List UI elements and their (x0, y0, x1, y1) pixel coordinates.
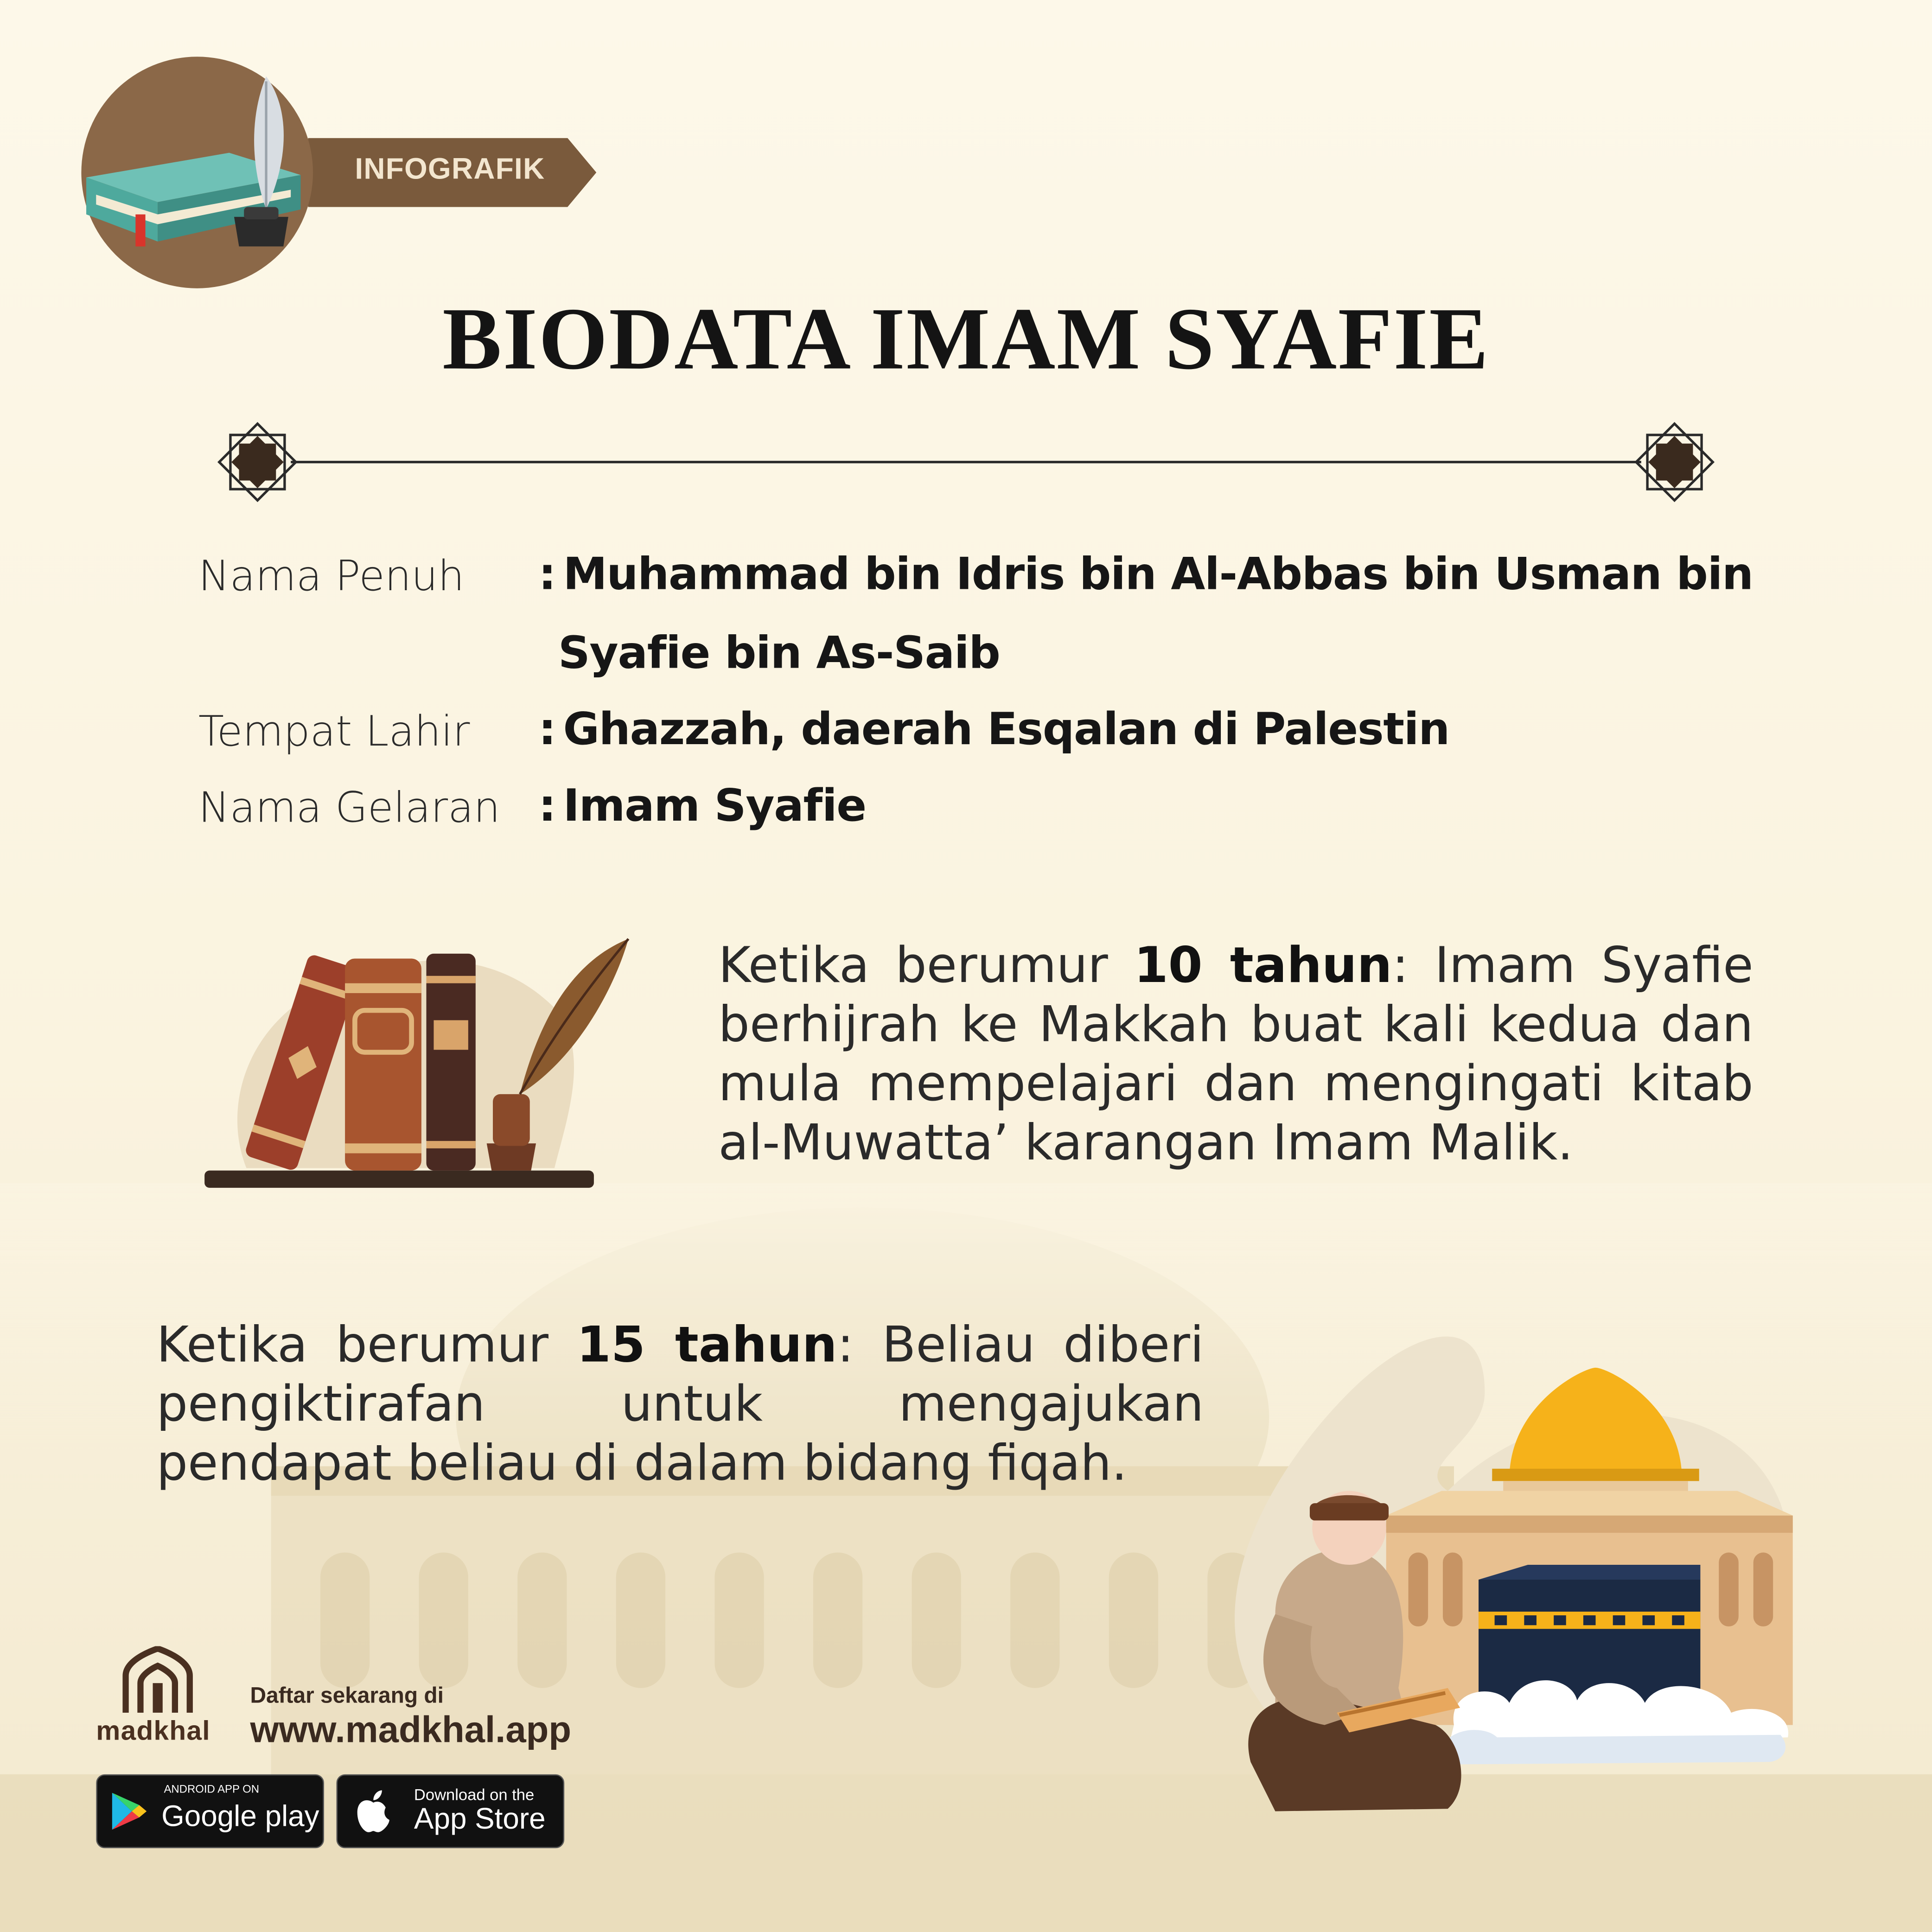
badge-label: INFOGRAFIK (355, 153, 545, 186)
eight-point-star-icon (1636, 424, 1713, 500)
section-10-tahun (718, 937, 1753, 1173)
madkhal-logo-icon (108, 1646, 207, 1715)
book-quill-icon (81, 57, 313, 288)
section2-text: : Beliau diberi pengiktirafan untuk mengajukan pendapat beliau di dalam bidang fiqah. (156, 1317, 1204, 1492)
section1-prefix: Ketika berumur (718, 937, 1134, 995)
value-nama-penuh-line2: Syafie bin As-Saib (558, 628, 1000, 679)
value-nama-penuh-line1: Muhammad bin Idris bin Al-Abbas bin Usman bin (563, 549, 1753, 600)
section1-text: : Imam Syafie berhijrah ke Makkah buat kali kedua dan mula mempelajari dan mengingati kitab al-Muwatta’ karangan Imam Malik. (718, 937, 1753, 1172)
sep-tempat-lahir: : (538, 705, 556, 756)
madkhal-logo-text: madkhal (96, 1715, 210, 1746)
label-nama-gelaran: Nama Gelaran (198, 784, 500, 833)
google-play-small: ANDROID APP ON (164, 1783, 260, 1796)
signup-label: Daftar sekarang di (250, 1683, 444, 1708)
scholar-mosque-icon (1201, 1319, 1817, 1836)
google-play-button[interactable] (96, 1774, 324, 1848)
section-15-tahun (157, 1316, 1204, 1493)
label-tempat-lahir: Tempat Lahir (198, 707, 470, 757)
app-store-button[interactable] (337, 1774, 565, 1848)
section2-age: 15 tahun (576, 1317, 837, 1374)
page-title: BIODATA IMAM SYAFIE (442, 289, 1490, 389)
value-nama-gelaran: Imam Syafie (563, 781, 866, 832)
apple-icon (352, 1788, 394, 1835)
website-link[interactable]: www.madkhal.app (250, 1710, 572, 1751)
section1-age: 10 tahun (1134, 937, 1392, 995)
title-divider (217, 421, 1715, 503)
sep-nama-penuh: : (538, 549, 556, 600)
app-store-big: App Store (414, 1802, 546, 1836)
play-store-icon (110, 1790, 149, 1832)
value-tempat-lahir: Ghazzah, daerah Esqalan di Palestin (563, 705, 1450, 756)
sep-nama-gelaran: : (538, 781, 556, 832)
app-store-small: Download on the (414, 1785, 535, 1804)
section2-prefix: Ketika berumur (156, 1317, 577, 1374)
google-play-big: Google play (161, 1800, 319, 1834)
label-nama-penuh: Nama Penuh (198, 552, 465, 601)
books-shelf-icon (197, 934, 653, 1192)
eight-point-star-icon (219, 424, 296, 500)
